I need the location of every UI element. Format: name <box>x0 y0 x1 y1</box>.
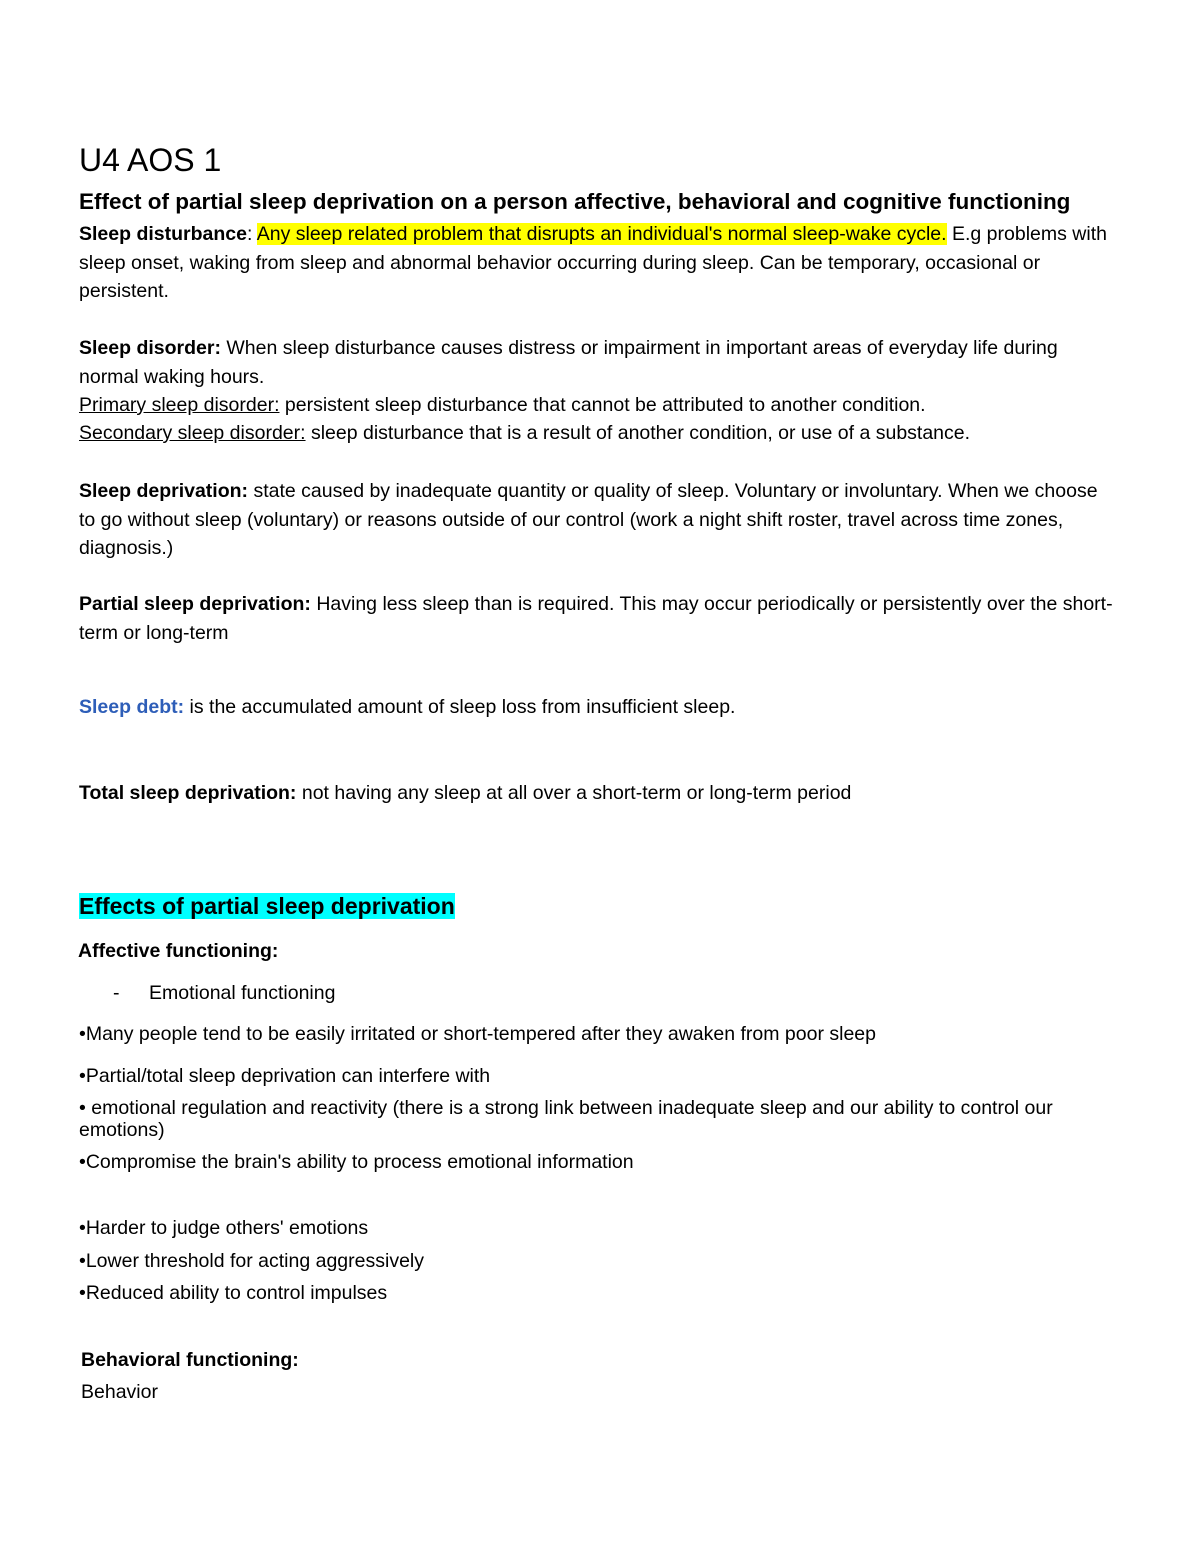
page-title: U4 AOS 1 <box>79 142 222 178</box>
bullet-item: •Compromise the brain's ability to process emotional information <box>79 1151 634 1173</box>
bullet-item: •Partial/total sleep deprivation can interfere with <box>79 1065 491 1087</box>
partial-sleep-deprivation-text: Having less sleep than is required. This may occur periodically or persistently over the short-term or long-term <box>79 593 1113 644</box>
primary-sleep-disorder-line <box>79 391 1119 420</box>
sleep-deprivation-text: state caused by inadequate quantity or quality of sleep. Voluntary or involuntary. When we choose to go without sleep (voluntary) or reasons outside of our control (work a night shift roster, travel across time zones, diagnosis.) <box>79 480 1098 560</box>
emotional-functioning-item: Emotional functioning <box>149 982 336 1004</box>
sleep-debt-label: Sleep debt: <box>79 696 185 718</box>
sleep-disorder-label: Sleep disorder: <box>79 337 221 359</box>
total-sleep-deprivation-paragraph <box>79 779 1119 808</box>
secondary-sleep-disorder-text: sleep disturbance that is a result of another condition, or use of a substance. <box>305 422 971 444</box>
bullet-item: •Harder to judge others' emotions <box>79 1217 369 1239</box>
dash-marker: - <box>113 982 120 1004</box>
total-sleep-deprivation-text: not having any sleep at all over a short-term or long-term period <box>296 782 852 804</box>
affective-functioning-heading: Affective functioning: <box>78 940 279 962</box>
secondary-sleep-disorder-line <box>79 419 1119 448</box>
primary-sleep-disorder-text: persistent sleep disturbance that cannot be attributed to another condition. <box>279 394 926 416</box>
sleep-disturbance-highlight: Any sleep related problem that disrupts an individual's normal sleep-wake cycle. <box>256 223 947 245</box>
effects-section-heading <box>79 890 1119 922</box>
bullet-item: •Reduced ability to control impulses <box>79 1282 388 1304</box>
total-sleep-deprivation-label: Total sleep deprivation: <box>79 782 297 804</box>
partial-sleep-deprivation-paragraph <box>79 590 1119 647</box>
sleep-disorder-text: When sleep disturbance causes distress or impairment in important areas of everyday life during normal waking hours. <box>79 337 1058 388</box>
sleep-debt-text: is the accumulated amount of sleep loss from insufficient sleep. <box>184 696 736 718</box>
bullet-item: • emotional regulation and reactivity (there is a strong link between inadequate sleep and our ability to control our emotions) <box>79 1097 1053 1141</box>
partial-sleep-deprivation-label: Partial sleep deprivation: <box>79 593 311 615</box>
sleep-deprivation-label: Sleep deprivation: <box>79 480 249 502</box>
sleep-disturbance-label: Sleep disturbance <box>79 223 247 245</box>
behavior-text: Behavior <box>81 1381 158 1403</box>
effects-heading-highlight: Effects of partial sleep deprivation <box>79 893 455 919</box>
page-subtitle: Effect of partial sleep deprivation on a person affective, behavioral and cognitive functioning <box>79 189 1071 214</box>
secondary-sleep-disorder-label: Secondary sleep disorder: <box>79 422 306 444</box>
bullet-item: •Many people tend to be easily irritated or short-tempered after they awaken from poor sleep <box>79 1023 876 1045</box>
bullet-item: •Lower threshold for acting aggressively <box>79 1250 425 1272</box>
behavioral-functioning-heading: Behavioral functioning: <box>81 1349 299 1371</box>
sleep-disturbance-paragraph <box>79 220 1119 306</box>
sleep-deprivation-paragraph <box>79 477 1119 563</box>
sleep-disturbance-separator: : <box>246 223 257 245</box>
sleep-debt-paragraph <box>79 693 1119 722</box>
sleep-disturbance-text: E.g problems with sleep onset, waking from sleep and abnormal behavior occurring during sleep. Can be temporary, occasional or persistent. <box>79 223 1107 303</box>
primary-sleep-disorder-label: Primary sleep disorder: <box>79 394 280 416</box>
sleep-disorder-paragraph <box>79 334 1119 391</box>
